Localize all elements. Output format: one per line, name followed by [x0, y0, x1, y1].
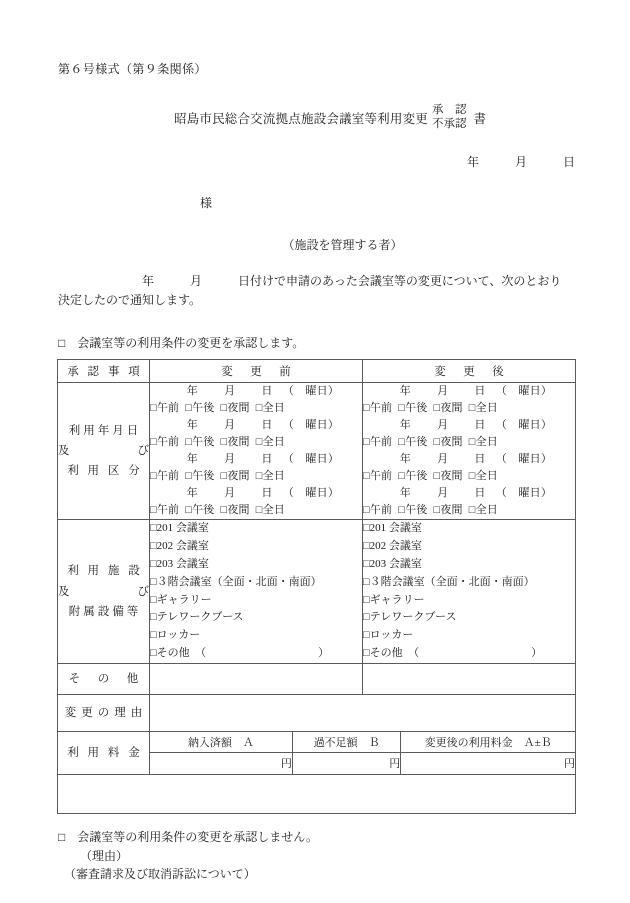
- time-division-checkbox[interactable]: □全日: [255, 504, 285, 517]
- time-division-checkbox[interactable]: □夜間: [433, 402, 463, 415]
- label-usage-division: 利 用 区 分: [67, 465, 143, 478]
- label-change-reason: [58, 694, 150, 731]
- fee-grid-cell: [150, 731, 576, 774]
- facility-other-suffix: ）: [531, 647, 543, 660]
- facility-checkbox-item[interactable]: □３階会議室（全面・北面・南面）: [363, 575, 535, 588]
- label-facility-line3: 附属設備等: [68, 605, 142, 618]
- label-facility-and-a: 及: [58, 585, 70, 598]
- date-entry-line[interactable]: [150, 383, 362, 400]
- facility-checkbox-item[interactable]: □ロッカー: [150, 629, 201, 642]
- date-year: 年: [186, 453, 199, 466]
- date-day: 日: [261, 453, 273, 466]
- time-division-checkbox[interactable]: □夜間: [433, 436, 463, 449]
- label-change-reason-text: 変更の理由: [64, 706, 148, 719]
- time-division-options[interactable]: [150, 502, 362, 519]
- time-division-checkbox[interactable]: □午後: [398, 436, 428, 449]
- facility-after-cell[interactable]: [363, 520, 576, 664]
- time-division-checkbox[interactable]: □夜間: [220, 402, 250, 415]
- label-usage-date-line2: [58, 441, 149, 461]
- time-division-checkbox[interactable]: □午前: [150, 470, 180, 483]
- facility-before-list: [150, 520, 362, 663]
- date-entry-line[interactable]: [150, 485, 362, 502]
- approval-checkbox-statement[interactable]: □ 会議室等の利用条件の変更を承認します。: [58, 336, 305, 350]
- body-line-1: 年 月 日付けで申請のあった会議室等の変更について、次のとおり: [142, 274, 562, 288]
- date-day: 日: [261, 487, 273, 500]
- form-number: 第６号様式（第９条関係）: [58, 62, 207, 76]
- time-division-options[interactable]: [363, 400, 575, 417]
- time-division-checkbox[interactable]: □全日: [468, 436, 498, 449]
- date-weekday: （ 曜日）: [495, 487, 553, 500]
- date-entry-line[interactable]: [150, 417, 362, 434]
- date-year: 年: [399, 385, 412, 397]
- facility-other-item[interactable]: [363, 645, 575, 663]
- body-paragraph: [58, 272, 576, 311]
- disapproval-label: 不承認: [432, 117, 467, 130]
- date-day: 日: [474, 385, 486, 397]
- date-year: 年: [186, 419, 199, 432]
- time-division-checkbox[interactable]: □夜間: [220, 504, 250, 517]
- datetime-before-cell[interactable]: [150, 383, 363, 520]
- label-usage-fee-text: 利 用 料 金: [67, 746, 143, 759]
- label-facility-and-b: び: [137, 585, 149, 598]
- time-division-checkbox[interactable]: □夜間: [433, 470, 463, 483]
- header-after-change: 変 更 後: [363, 360, 576, 383]
- table-row-fee: [58, 731, 576, 774]
- table-row-facility: [58, 520, 576, 664]
- table-row-datetime: [58, 383, 576, 520]
- note-blank-cell[interactable]: [58, 774, 576, 813]
- time-division-checkbox[interactable]: □午後: [185, 402, 215, 415]
- fee-inner-table: [150, 732, 575, 774]
- facility-checkbox-item[interactable]: □201 会議室: [150, 522, 209, 535]
- date-month: 月: [437, 385, 449, 397]
- time-division-options[interactable]: [363, 502, 575, 519]
- date-entry-line[interactable]: [363, 485, 575, 502]
- header-approval-item: 承 認 事 項: [58, 360, 150, 383]
- time-division-checkbox[interactable]: □午前: [150, 402, 180, 415]
- time-division-checkbox[interactable]: □午前: [150, 436, 180, 449]
- other-after-value[interactable]: [363, 663, 576, 694]
- date-day: 日: [261, 385, 273, 397]
- fee-header-difference: 過不足額 Ｂ: [292, 732, 400, 753]
- time-division-checkbox[interactable]: □全日: [255, 436, 285, 449]
- issuer-line: （施設を管理する者）: [282, 238, 403, 252]
- header-before-change: 変 更 前: [150, 360, 363, 383]
- date-entry-line[interactable]: [363, 451, 575, 468]
- date-entry-line[interactable]: [150, 451, 362, 468]
- date-day: 日: [474, 453, 486, 466]
- date-weekday: （ 曜日）: [495, 453, 553, 466]
- time-division-options[interactable]: [150, 468, 362, 485]
- table-row-reason: [58, 694, 576, 731]
- label-usage-fee: [58, 731, 150, 774]
- date-year: 年: [399, 419, 412, 432]
- document-footer: [58, 828, 318, 884]
- date-month: 月: [437, 419, 449, 432]
- date-weekday: （ 曜日）: [282, 385, 340, 397]
- change-approval-table: [57, 359, 576, 814]
- label-facility-line2: [58, 582, 149, 602]
- document-title: [0, 104, 630, 131]
- date-year: 年: [399, 453, 412, 466]
- label-facility-line1: 利 用 施 設: [67, 565, 143, 578]
- time-division-checkbox[interactable]: □午前: [150, 504, 180, 517]
- time-division-checkbox[interactable]: □午後: [185, 436, 215, 449]
- date-weekday: （ 曜日）: [282, 487, 340, 500]
- facility-other-prefix: □その他 （: [363, 647, 420, 660]
- datetime-before-entries: [150, 383, 362, 519]
- date-entry-line[interactable]: [363, 417, 575, 434]
- time-division-checkbox[interactable]: □全日: [255, 470, 285, 483]
- time-division-checkbox[interactable]: □全日: [468, 470, 498, 483]
- facility-checkbox-item[interactable]: □ギャラリー: [150, 593, 212, 606]
- facility-checkbox-item[interactable]: □テレワークブース: [150, 611, 244, 624]
- issue-date-line: 年 月 日: [466, 155, 575, 169]
- time-division-options[interactable]: [150, 400, 362, 417]
- datetime-after-cell[interactable]: [363, 383, 576, 520]
- time-division-checkbox[interactable]: □夜間: [220, 436, 250, 449]
- table-header-row: [58, 360, 576, 383]
- approval-label: 承 認: [432, 104, 467, 116]
- date-day: 日: [261, 419, 273, 432]
- facility-checkbox-item[interactable]: □ギャラリー: [363, 593, 425, 606]
- time-division-checkbox[interactable]: □午後: [398, 402, 428, 415]
- facility-other-prefix: □その他 （: [150, 647, 207, 660]
- label-usage-date-division: [58, 383, 150, 520]
- time-division-checkbox[interactable]: □午前: [363, 402, 393, 415]
- label-and-a: 及: [58, 445, 70, 458]
- time-division-checkbox[interactable]: □午前: [363, 470, 393, 483]
- facility-before-cell[interactable]: [150, 520, 363, 664]
- date-year: 年: [186, 487, 199, 500]
- datetime-after-entries: [363, 383, 575, 519]
- time-division-options[interactable]: [363, 434, 575, 451]
- date-weekday: （ 曜日）: [495, 419, 553, 432]
- facility-checkbox-item[interactable]: □203 会議室: [363, 558, 422, 570]
- time-division-checkbox[interactable]: □午後: [185, 504, 215, 517]
- date-day: 日: [474, 419, 486, 432]
- date-month: 月: [437, 487, 449, 500]
- facility-other-item[interactable]: [150, 645, 362, 663]
- facility-after-list: [363, 520, 575, 663]
- time-division-checkbox[interactable]: □午前: [363, 436, 393, 449]
- time-division-options[interactable]: [150, 434, 362, 451]
- rejection-checkbox-statement[interactable]: □ 会議室等の利用条件の変更を承認しません。: [58, 830, 318, 844]
- appeal-note: （審査請求及び取消訴訟について）: [64, 867, 256, 882]
- facility-checkbox-item[interactable]: □202 会議室: [150, 540, 209, 553]
- time-division-checkbox[interactable]: □夜間: [433, 504, 463, 517]
- body-line-2: 決定したので通知します。: [58, 293, 202, 308]
- facility-other-suffix: ）: [318, 647, 330, 660]
- date-month: 月: [224, 419, 236, 432]
- time-division-checkbox[interactable]: □全日: [468, 504, 498, 517]
- fee-value-paid[interactable]: 円: [150, 752, 292, 774]
- table-row-other: [58, 663, 576, 694]
- time-division-checkbox[interactable]: □全日: [255, 402, 285, 415]
- facility-checkbox-item[interactable]: □202 会議室: [363, 540, 422, 553]
- date-weekday: （ 曜日）: [495, 385, 553, 397]
- fee-value-row: [150, 752, 575, 774]
- facility-checkbox-item[interactable]: □201 会議室: [363, 522, 422, 535]
- date-year: 年: [186, 385, 199, 397]
- time-division-options[interactable]: [363, 468, 575, 485]
- fee-header-paid: 納入済額 Ａ: [150, 732, 292, 753]
- fee-value-total[interactable]: 円: [564, 758, 575, 771]
- time-division-checkbox[interactable]: □午後: [185, 470, 215, 483]
- date-year: 年: [399, 487, 412, 500]
- facility-checkbox-item[interactable]: □203 会議室: [150, 558, 209, 570]
- date-month: 月: [437, 453, 449, 466]
- label-other-text: そ の 他: [68, 672, 142, 685]
- date-weekday: （ 曜日）: [282, 419, 340, 432]
- fee-value-difference[interactable]: 円: [292, 752, 400, 774]
- time-division-checkbox[interactable]: □午後: [398, 470, 428, 483]
- label-usage-date-line1: 利用年月日: [68, 425, 142, 437]
- facility-checkbox-item[interactable]: □ロッカー: [363, 629, 414, 642]
- time-division-checkbox[interactable]: □夜間: [220, 470, 250, 483]
- time-division-checkbox[interactable]: □全日: [468, 402, 498, 415]
- approval-status-stack: [432, 104, 467, 131]
- addressee-line: 様: [200, 196, 213, 210]
- label-facility-equipment: [58, 520, 150, 664]
- time-division-checkbox[interactable]: □午前: [363, 504, 393, 517]
- time-division-checkbox[interactable]: □午後: [398, 504, 428, 517]
- fee-header-row: [150, 732, 575, 753]
- date-month: 月: [224, 453, 236, 466]
- other-before-value[interactable]: [150, 663, 363, 694]
- document-title-main: 昭島市民総合交流拠点施設会議室等利用変更: [173, 111, 428, 126]
- date-entry-line[interactable]: [363, 383, 575, 400]
- date-weekday: （ 曜日）: [282, 453, 340, 466]
- fee-header-total: 変更後の利用料金 Ａ±Ｂ: [401, 732, 575, 753]
- date-day: 日: [474, 487, 486, 500]
- table-row-note-blank: [58, 774, 576, 813]
- label-other: [58, 663, 150, 694]
- date-month: 月: [224, 385, 236, 397]
- facility-checkbox-item[interactable]: □テレワークブース: [363, 611, 457, 624]
- document-title-suffix: 書: [473, 111, 487, 126]
- facility-checkbox-item[interactable]: □３階会議室（全面・北面・南面）: [150, 575, 322, 588]
- change-reason-value[interactable]: [150, 694, 576, 731]
- date-month: 月: [224, 487, 236, 500]
- rejection-reason-label: （理由）: [80, 848, 129, 863]
- label-and-b: び: [137, 445, 149, 458]
